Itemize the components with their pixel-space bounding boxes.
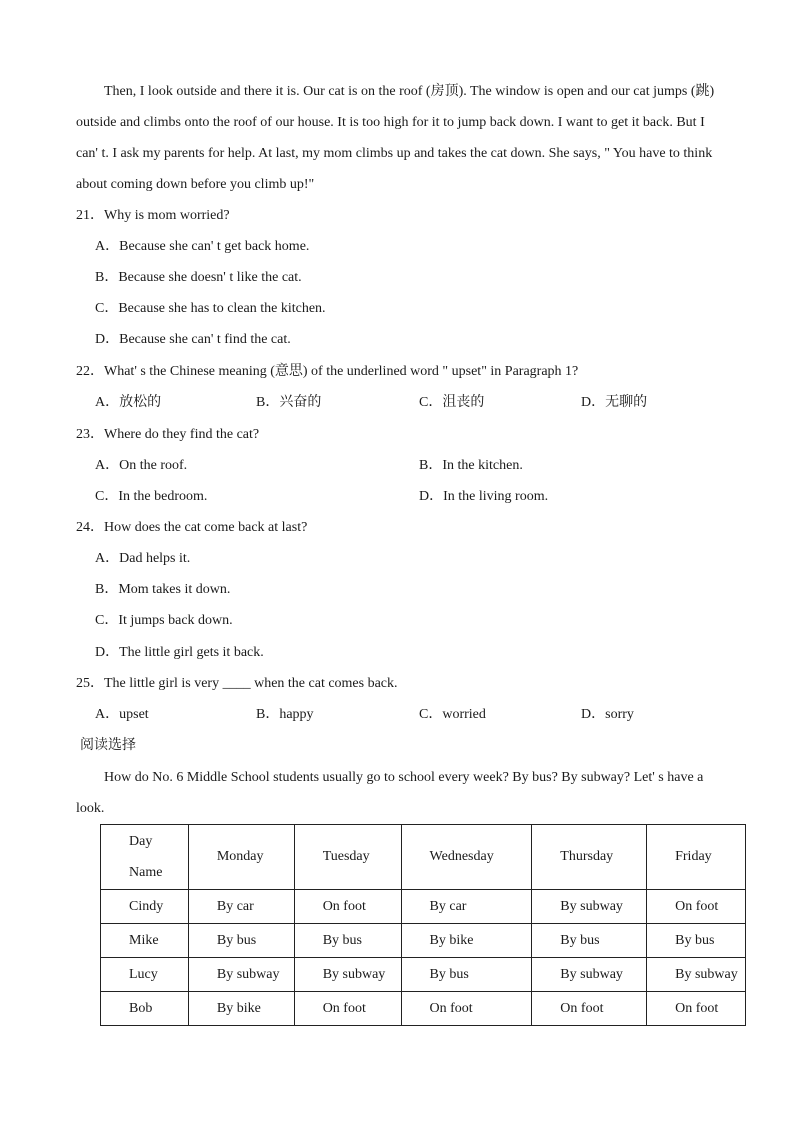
table-cell: By bike [401,924,532,958]
option-d[interactable] [95,331,291,349]
table-row [101,924,746,958]
table-cell: By subway [647,958,746,992]
table-cell: By subway [294,958,401,992]
passage-line: Then, I look outside and there it is. Our cat is on the roof (房顶). The window is open and our cat jumps (跳) [104,84,715,99]
row-name: Mike [101,924,189,958]
option-text: In the kitchen. [442,458,523,473]
option-label: D． [95,645,120,660]
table-cell: By bus [401,958,532,992]
question-stem [76,519,307,537]
option-a[interactable] [95,394,161,412]
table-cell: By bus [188,924,294,958]
option-a[interactable] [95,550,190,568]
option-text: Because she can' t get back home. [119,239,310,254]
option-a[interactable] [95,457,187,475]
option-text: On the roof. [119,458,188,473]
passage-line: can' t. I ask my parents for help. At last, my mom climbs up and takes the cat down. She says, " You have to think [76,146,713,161]
question-number: 23． [76,427,104,442]
option-text: 沮丧的 [442,395,485,410]
option-text: 无聊的 [605,395,648,410]
option-label: A． [95,395,120,410]
option-label: B． [95,582,119,597]
table-cell: By car [188,890,294,924]
option-text: worried [442,707,486,722]
question-stem [76,675,398,693]
option-text: Dad helps it. [119,551,191,566]
table-cell: By subway [532,890,647,924]
option-label: C． [95,489,119,504]
question-stem [76,207,230,225]
option-text: It jumps back down. [118,613,233,628]
column-header: Thursday [532,825,647,890]
section-intro-line: How do No. 6 Middle School students usually go to school every week? By bus? By subway? Let' s have a [104,770,704,785]
table-cell: On foot [647,992,746,1026]
option-label: C． [419,395,443,410]
table-cell: On foot [401,992,532,1026]
row-name: Cindy [101,890,189,924]
table-row [101,958,746,992]
table-cell: On foot [294,890,401,924]
option-label: D． [581,395,606,410]
option-b[interactable] [419,457,523,475]
option-label: A． [95,707,120,722]
row-name: Lucy [101,958,189,992]
option-d[interactable] [95,644,264,662]
option-a[interactable] [95,706,149,724]
option-text: Because she has to clean the kitchen. [118,301,326,316]
option-label: C． [95,301,119,316]
table-header-row [101,825,746,890]
question-number: 22． [76,364,104,379]
option-label: B． [419,458,443,473]
column-header: Wednesday [401,825,532,890]
passage-line: about coming down before you climb up!" [76,177,315,192]
option-text: 放松的 [119,395,162,410]
option-label: A． [95,551,120,566]
option-text: Because she doesn' t like the cat. [118,270,302,285]
option-b[interactable] [256,394,321,412]
table-cell: By bike [188,992,294,1026]
table-cell: By bus [294,924,401,958]
option-text: happy [279,707,314,722]
column-header: Monday [188,825,294,890]
table-corner-cell [101,825,189,890]
question-number: 25． [76,676,104,691]
option-text: upset [119,707,149,722]
option-d[interactable] [581,706,634,724]
option-text: Mom takes it down. [118,582,231,597]
table-cell: By subway [532,958,647,992]
table-cell: On foot [647,890,746,924]
table-cell: By subway [188,958,294,992]
question-stem [76,363,578,381]
table-cell: On foot [294,992,401,1026]
option-c[interactable] [419,394,484,412]
corner-name-label: Name [129,865,163,880]
table-cell: By bus [647,924,746,958]
corner-day-label: Day [129,834,153,849]
transport-table [100,824,746,1026]
option-c[interactable] [95,300,326,318]
option-d[interactable] [419,488,548,506]
option-text: Because she can' t find the cat. [119,332,291,347]
question-text: The little girl is very ____ when the cat comes back. [104,676,398,691]
option-label: C． [419,707,443,722]
question-text: Where do they find the cat? [104,427,260,442]
column-header: Tuesday [294,825,401,890]
question-number: 21． [76,208,104,223]
option-c[interactable] [419,706,486,724]
option-text: In the bedroom. [118,489,208,504]
table-row [101,992,746,1026]
option-c[interactable] [95,488,207,506]
option-b[interactable] [95,269,302,287]
question-text: Why is mom worried? [104,208,230,223]
option-d[interactable] [581,394,647,412]
question-text: What' s the Chinese meaning (意思) of the underlined word " upset" in Paragraph 1? [104,364,579,379]
option-label: B． [256,395,280,410]
option-text: sorry [605,707,634,722]
option-text: 兴奋的 [279,395,322,410]
section-title: 阅读选择 [80,738,136,753]
option-label: D． [419,489,444,504]
option-c[interactable] [95,612,233,630]
passage-line: outside and climbs onto the roof of our house. It is too high for it to jump back down. I want to get it back. But I [76,115,705,130]
option-label: B． [95,270,119,285]
column-header: Friday [647,825,746,890]
option-label: A． [95,458,120,473]
option-label: C． [95,613,119,628]
question-number: 24． [76,520,104,535]
table-cell: On foot [532,992,647,1026]
option-label: D． [95,332,120,347]
option-text: In the living room. [443,489,549,504]
table-row [101,890,746,924]
row-name: Bob [101,992,189,1026]
table-cell: By bus [532,924,647,958]
question-text: How does the cat come back at last? [104,520,308,535]
option-label: D． [581,707,606,722]
table-cell: By car [401,890,532,924]
option-label: B． [256,707,280,722]
question-stem [76,426,259,444]
option-a[interactable] [95,238,309,256]
option-b[interactable] [256,706,314,724]
section-intro-line: look. [76,801,105,816]
option-b[interactable] [95,581,230,599]
option-label: A． [95,239,120,254]
option-text: The little girl gets it back. [119,645,264,660]
